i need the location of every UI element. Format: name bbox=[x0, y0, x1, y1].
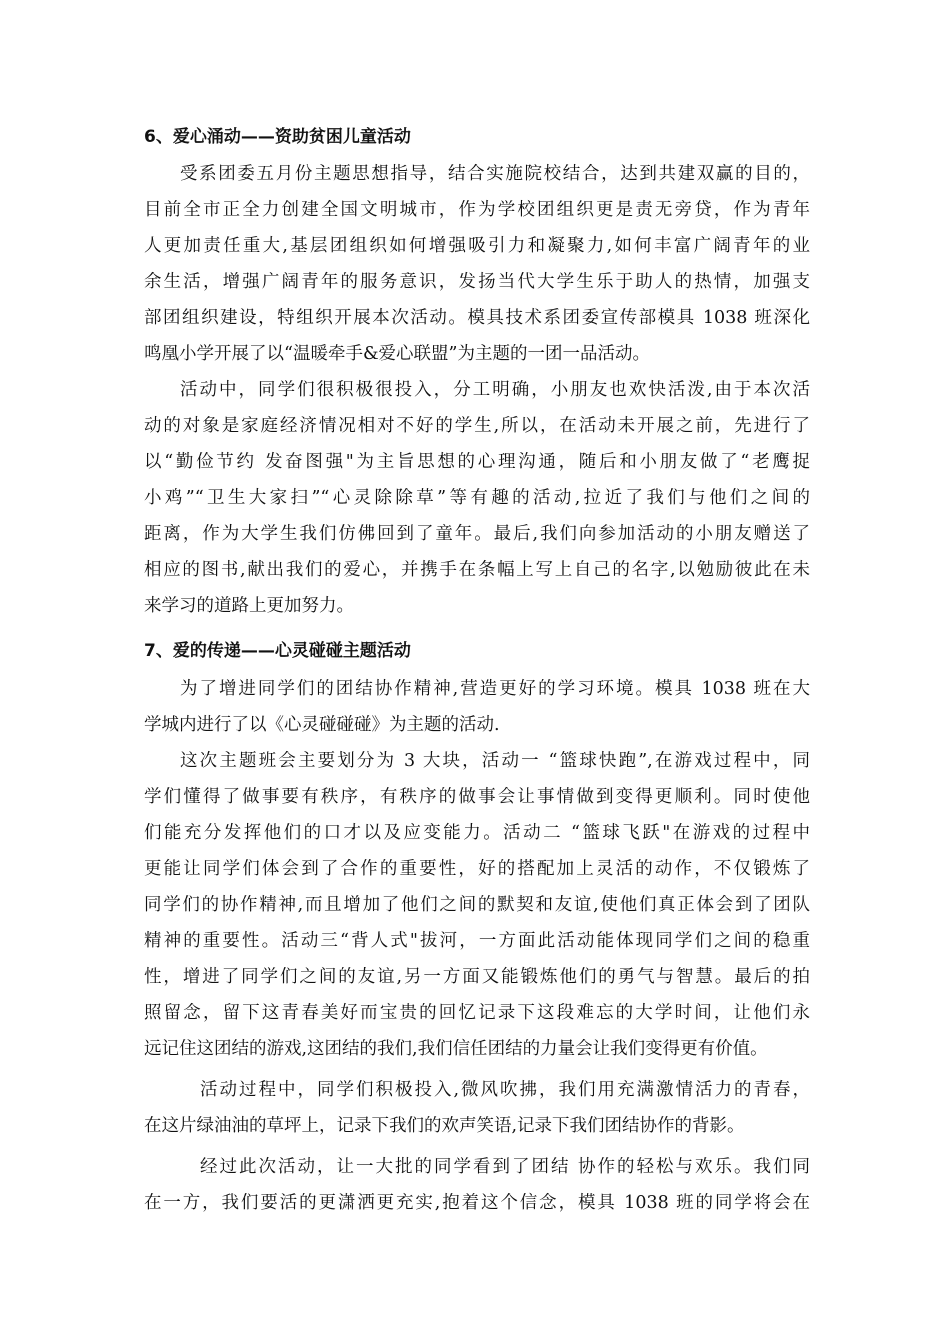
paragraph-line: 在一方，我们要活的更潇洒更充实,抱着这个信念，模具 1038 班的同学将会在 bbox=[144, 1193, 810, 1213]
paragraph-line: 同学们的协作精神,而且增加了他们之间的默契和友谊,使他们真正体会到了团队 bbox=[144, 895, 810, 915]
paragraph-line: 余生活，增强广阔青年的服务意识，发扬当代大学生乐于助人的热情，加强支 bbox=[144, 272, 810, 292]
paragraph-line: 更能让同学们体会到了合作的重要性，好的搭配加上灵活的动作，不仅锻炼了 bbox=[144, 859, 810, 879]
paragraph-line: 部团组织建设，特组织开展本次活动。模具技术系团委宣传部模具 1038 班深化 bbox=[144, 308, 810, 328]
paragraph-line: 来学习的道路上更加努力。 bbox=[144, 596, 354, 616]
paragraph-line: 学城内进行了以《心灵碰碰碰》为主题的活动. bbox=[144, 715, 500, 735]
paragraph-line: 动的对象是家庭经济情况相对不好的学生,所以，在活动未开展之前，先进行了 bbox=[144, 416, 810, 436]
paragraph-line: 目前全市正全力创建全国文明城市，作为学校团组织更是责无旁贷，作为青年 bbox=[144, 200, 810, 220]
paragraph-line: 远记住这团结的游戏,这团结的我们,我们信任团结的力量会让我们变得更有价值。 bbox=[144, 1039, 768, 1059]
paragraph-line: 精神的重要性。活动三“背人式"拔河，一方面此活动能体现同学们之间的稳重 bbox=[144, 931, 810, 951]
section-7-heading: 7、爱的传递——心灵碰碰主题活动 bbox=[144, 641, 411, 661]
paragraph-line: 活动中，同学们很积极很投入，分工明确，小朋友也欢快活泼,由于本次活 bbox=[180, 380, 810, 400]
paragraph-line: 经过此次活动，让一大批的同学看到了团结 协作的轻松与欢乐。我们同 bbox=[200, 1157, 810, 1177]
paragraph-line: 小鸡”“卫生大家扫”“心灵除除草”等有趣的活动,拉近了我们与他们之间的 bbox=[144, 488, 810, 508]
paragraph-line: 受系团委五月份主题思想指导，结合实施院校结合，达到共建双赢的目的， bbox=[180, 164, 810, 184]
paragraph-line: 们能充分发挥他们的口才以及应变能力。活动二 “篮球飞跃"在游戏的过程中 bbox=[144, 823, 810, 843]
paragraph-line: 这次主题班会主要划分为 3 大块，活动一 “篮球快跑”,在游戏过程中，同 bbox=[180, 751, 810, 771]
paragraph-line: 活动过程中，同学们积极投入,微风吹拂，我们用充满激情活力的青春， bbox=[200, 1080, 810, 1100]
paragraph-line: 人更加责任重大,基层团组织如何增强吸引力和凝聚力,如何丰富广阔青年的业 bbox=[144, 236, 810, 256]
paragraph-line: 学们懂得了做事要有秩序，有秩序的做事会让事情做到变得更顺利。同时使他 bbox=[144, 787, 810, 807]
paragraph-line: 在这片绿油油的草坪上，记录下我们的欢声笑语,记录下我们团结协作的背影。 bbox=[144, 1116, 745, 1136]
paragraph-line: 性，增进了同学们之间的友谊,另一方面又能锻炼他们的勇气与智慧。最后的拍 bbox=[144, 967, 810, 987]
paragraph-line: 照留念，留下这青春美好而宝贵的回忆记录下这段难忘的大学时间，让他们永 bbox=[144, 1003, 810, 1023]
paragraph-line: 为了增进同学们的团结协作精神,营造更好的学习环境。模具 1038 班在大 bbox=[180, 679, 810, 699]
paragraph-line: 相应的图书,献出我们的爱心，并携手在条幅上写上自己的名字,以勉励彼此在未 bbox=[144, 560, 810, 580]
paragraph-line: 鸣凰小学开展了以“温暖牵手&爱心联盟”为主题的一团一品活动。 bbox=[144, 344, 650, 364]
paragraph-line: 距离，作为大学生我们仿佛回到了童年。最后,我们向参加活动的小朋友赠送了 bbox=[144, 524, 810, 544]
paragraph-line: 以“勤俭节约 发奋图强"为主旨思想的心理沟通，随后和小朋友做了“老鹰捉 bbox=[144, 452, 810, 472]
section-6-heading: 6、爱心涌动——资助贫困儿童活动 bbox=[144, 127, 411, 147]
